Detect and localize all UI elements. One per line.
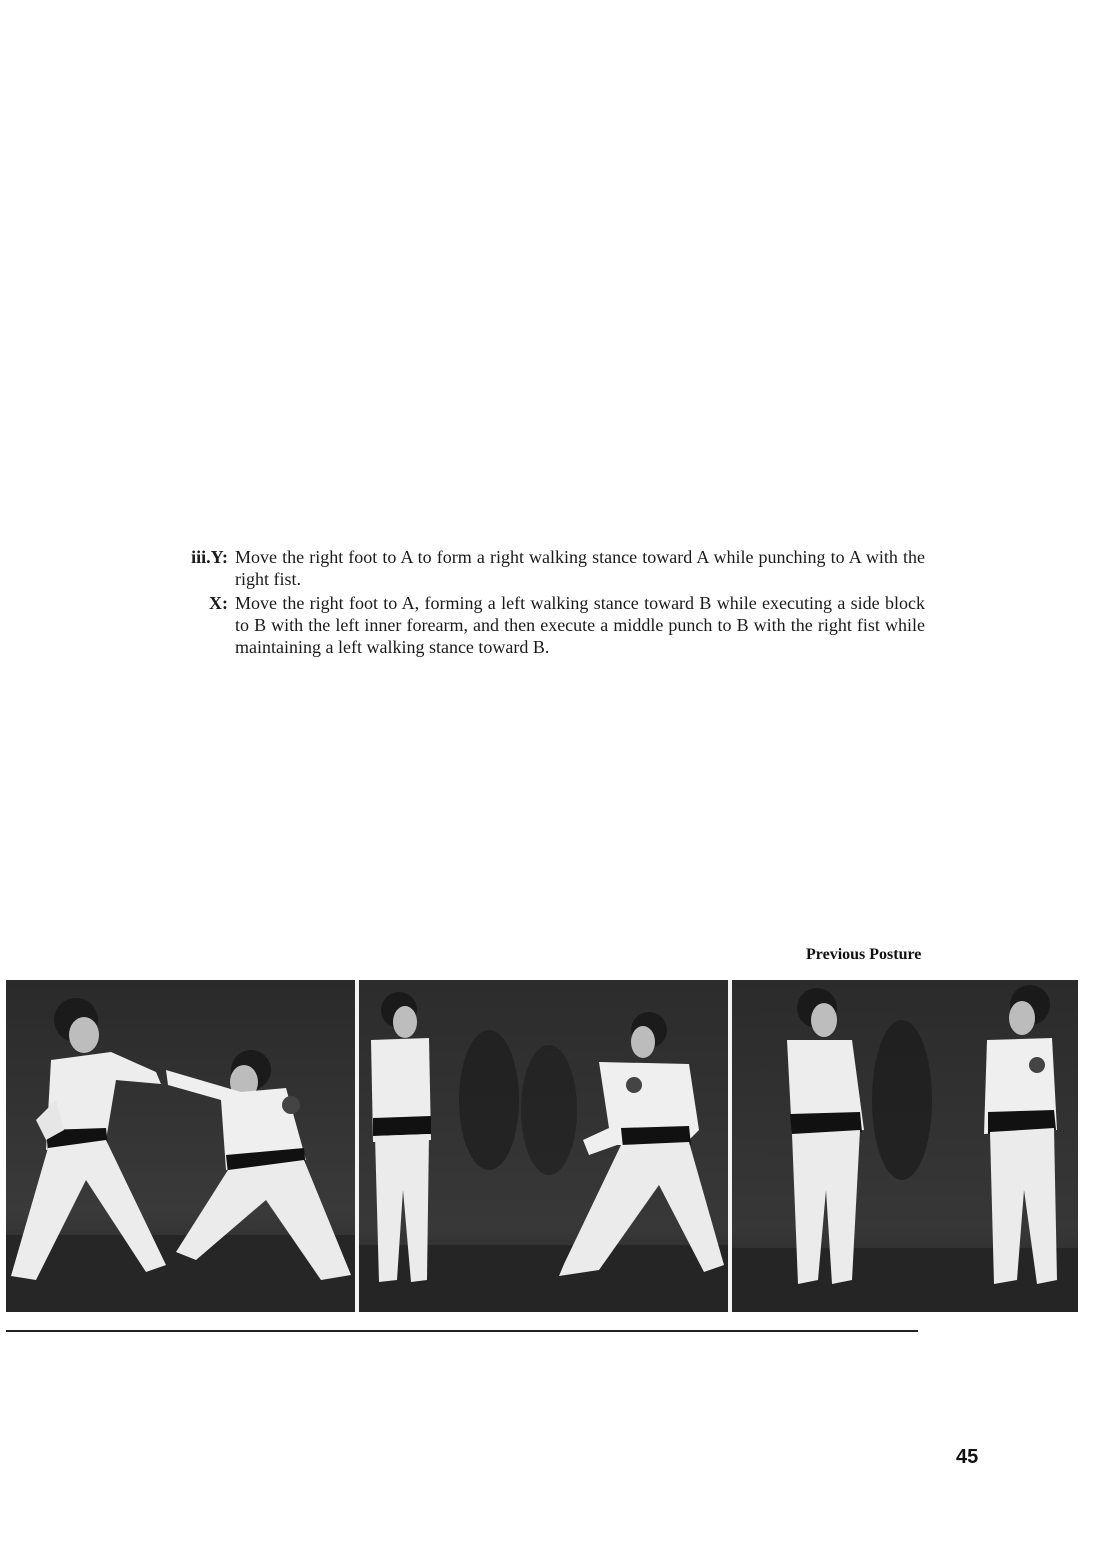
photo-facing-punch-block	[6, 980, 355, 1312]
horizontal-rule	[6, 1330, 918, 1332]
step-label: iii.Y:	[191, 547, 228, 567]
photo-standing-and-stepping	[359, 980, 728, 1312]
photo-caption: Previous Posture	[806, 946, 922, 963]
step-text: Move the right foot to A, forming a left walking stance toward B while executing a side block to B with the left inner forearm, and then execute a middle punch to B with the right fist while maintaining a left walking stance toward B.	[235, 593, 925, 657]
photo-facing-ready-posture	[732, 980, 1078, 1312]
photo-strip	[6, 980, 1078, 1312]
step-text: Move the right foot to A to form a right walking stance toward A while punching to A with the right fist.	[235, 547, 925, 589]
step-label: X:	[209, 593, 228, 613]
page-number: 45	[956, 1446, 979, 1468]
